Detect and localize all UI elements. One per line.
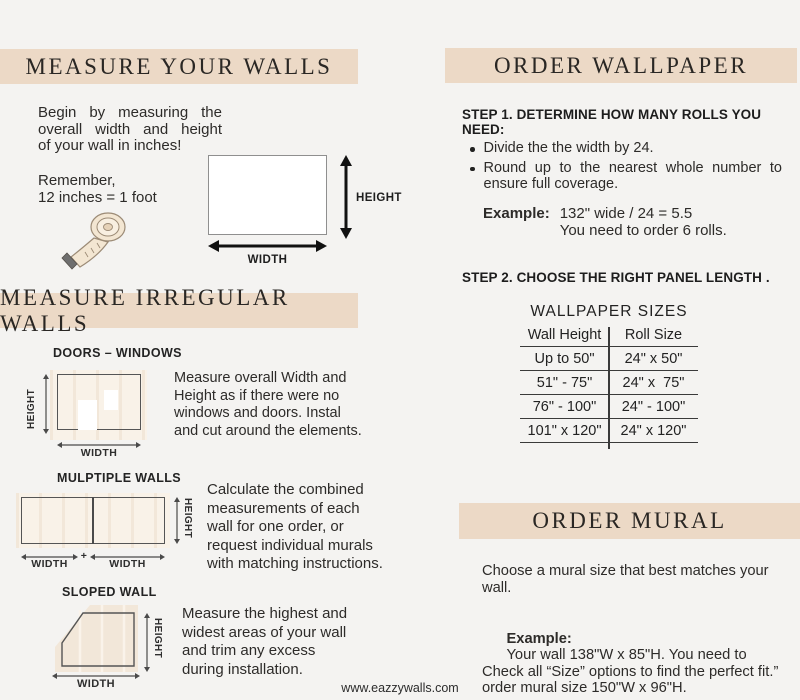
section-title-measure-your-walls <box>0 49 358 84</box>
cell-wall-height: 51" - 75" <box>536 374 593 391</box>
multiple-walls-diagram <box>16 493 170 548</box>
wallpaper-sizes-table <box>520 327 698 443</box>
section-title-text: MEASURE YOUR WALLS <box>25 53 333 79</box>
bullet-dot <box>470 167 475 172</box>
cell-wall-height: Up to 50" <box>534 350 595 367</box>
height-arrow-thin <box>173 497 181 544</box>
bullet-item: Divide the the width by 24. <box>470 140 782 157</box>
cell-roll-size: 24" x 120" <box>620 422 687 439</box>
table-column-divider <box>608 327 610 449</box>
width-label: WIDTH <box>80 447 118 459</box>
door-shape <box>78 400 97 430</box>
width-label: WIDTH <box>109 558 146 570</box>
mural-intro: Choose a mural size that best matches your wall. <box>482 563 769 596</box>
example-text: Your wall 138"W x 85"H. You need to <box>506 647 747 663</box>
intro-paragraph: Begin by measuring the overall width and height of your wall in inches! <box>38 104 222 154</box>
width-label: WIDTH <box>247 254 288 266</box>
website-url: www.eazzywalls.com <box>341 681 459 695</box>
example-calculation: 132" wide / 24 = 5.5 <box>559 205 693 222</box>
sloped-wall-text: Measure the highest and widest areas of your wall and trim any excess during installation. <box>182 605 348 678</box>
multiple-walls-text: Calculate the combined measurements of each wall for one order, or request individual murals with matching instructions. <box>207 481 383 573</box>
section-title-text: ORDER WALLPAPER <box>493 52 749 78</box>
example-label: Example: <box>483 205 550 222</box>
step1-example <box>483 206 727 239</box>
step1-heading: STEP 1. DETERMINE HOW MANY ROLLS YOU NEED: <box>462 107 762 137</box>
section-title-measure-irregular-walls <box>0 284 358 336</box>
wall-divider <box>92 497 94 544</box>
cell-wall-height: 101" x 120" <box>527 422 602 439</box>
step2-heading: STEP 2. CHOOSE THE RIGHT PANEL LENGTH . <box>462 270 770 285</box>
bullet-item: Round up to the nearest whole number to ensure full coverage. <box>470 160 782 193</box>
height-arrow-thin <box>42 374 50 434</box>
sloped-wall-diagram <box>40 598 150 678</box>
section-title-order-wallpaper <box>445 48 797 83</box>
width-arrow <box>208 238 327 254</box>
table-header-roll-size: Roll Size <box>624 327 683 343</box>
height-label: HEIGHT <box>152 618 163 659</box>
wall-diagram-rectangle <box>208 155 327 235</box>
mural-example: Example: Your wall 138"W x 85"H. You need to order mural size 150"W x 96"H. <box>482 630 747 696</box>
example-result: You need to order 6 rolls. <box>559 221 727 239</box>
remember-note: Remember, 12 inches = 1 foot <box>38 172 157 206</box>
multiple-walls-label: MULPTIPLE WALLS <box>57 471 182 485</box>
window-shape <box>104 390 118 410</box>
doors-windows-diagram <box>50 370 147 440</box>
height-label: HEIGHT <box>182 498 193 539</box>
doors-windows-label: DOORS – WINDOWS <box>53 346 182 360</box>
height-arrow-thin <box>143 613 151 672</box>
section-title-text: ORDER MURAL <box>532 508 727 533</box>
doors-windows-text: Measure overall Width and Height as if there were no windows and doors. Instal and cut around the elements. <box>174 370 362 439</box>
height-label: HEIGHT <box>26 388 37 429</box>
example-label: Example: <box>506 630 572 647</box>
wallpaper-sizes-title: WALLPAPER SIZES <box>530 303 688 320</box>
cell-roll-size: 24" x 75" <box>622 374 685 391</box>
cell-roll-size: 24" x 50" <box>624 350 683 367</box>
wall-outline <box>57 374 141 430</box>
step1-bullets <box>470 140 782 196</box>
table-header-wall-height: Wall Height <box>527 327 602 343</box>
width-label: WIDTH <box>76 678 116 690</box>
sloped-wall-label: SLOPED WALL <box>62 585 157 599</box>
bullet-dot <box>470 147 475 152</box>
cell-wall-height: 76" - 100" <box>532 398 597 415</box>
section-title-text: MEASURE IRREGULAR WALLS <box>0 284 290 336</box>
mural-size-note: Check all “Size” options to find the perfect fit.” <box>482 664 779 680</box>
height-label: HEIGHT <box>356 192 402 204</box>
cell-roll-size: 24" - 100" <box>621 398 686 415</box>
tape-measure-icon <box>58 208 144 272</box>
height-arrow <box>338 155 354 239</box>
plus-sign: + <box>80 550 88 562</box>
width-label: WIDTH <box>31 558 68 570</box>
section-title-order-mural <box>459 503 800 539</box>
